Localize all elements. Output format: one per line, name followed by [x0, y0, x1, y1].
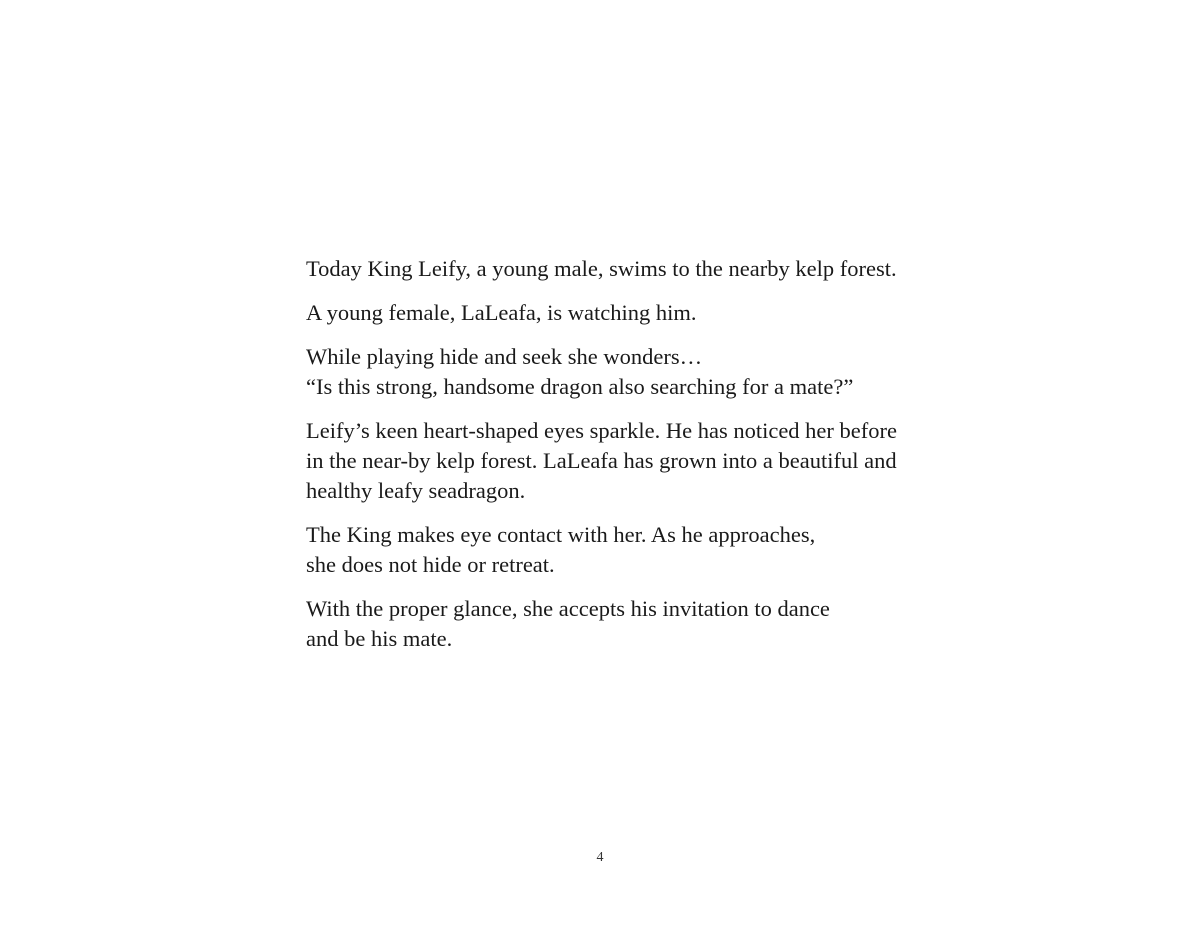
text-line: and be his mate.	[306, 626, 453, 651]
text-line: A young female, LaLeafa, is watching him.	[306, 300, 697, 325]
text-line: Today King Leify, a young male, swims to the nearby kelp forest.	[306, 256, 897, 281]
text-line: Leify’s keen heart-shaped eyes sparkle. He has noticed her before	[306, 418, 897, 443]
story-text	[306, 254, 966, 668]
paragraph-2	[306, 298, 966, 328]
text-line: While playing hide and seek she wonders…	[306, 344, 703, 369]
paragraph-4	[306, 416, 966, 506]
page-number: 4	[596, 850, 604, 865]
text-line: healthy leafy seadragon.	[306, 478, 526, 503]
paragraph-1	[306, 254, 966, 284]
text-line: “Is this strong, handsome dragon also searching for a mate?”	[306, 374, 854, 399]
text-line: With the proper glance, she accepts his invitation to dance	[306, 596, 830, 621]
paragraph-6	[306, 594, 966, 654]
text-line: she does not hide or retreat.	[306, 552, 555, 577]
text-line: in the near-by kelp forest. LaLeafa has grown into a beautiful and	[306, 448, 897, 473]
text-line: The King makes eye contact with her. As he approaches,	[306, 522, 816, 547]
paragraph-3	[306, 342, 966, 402]
paragraph-5	[306, 520, 966, 580]
